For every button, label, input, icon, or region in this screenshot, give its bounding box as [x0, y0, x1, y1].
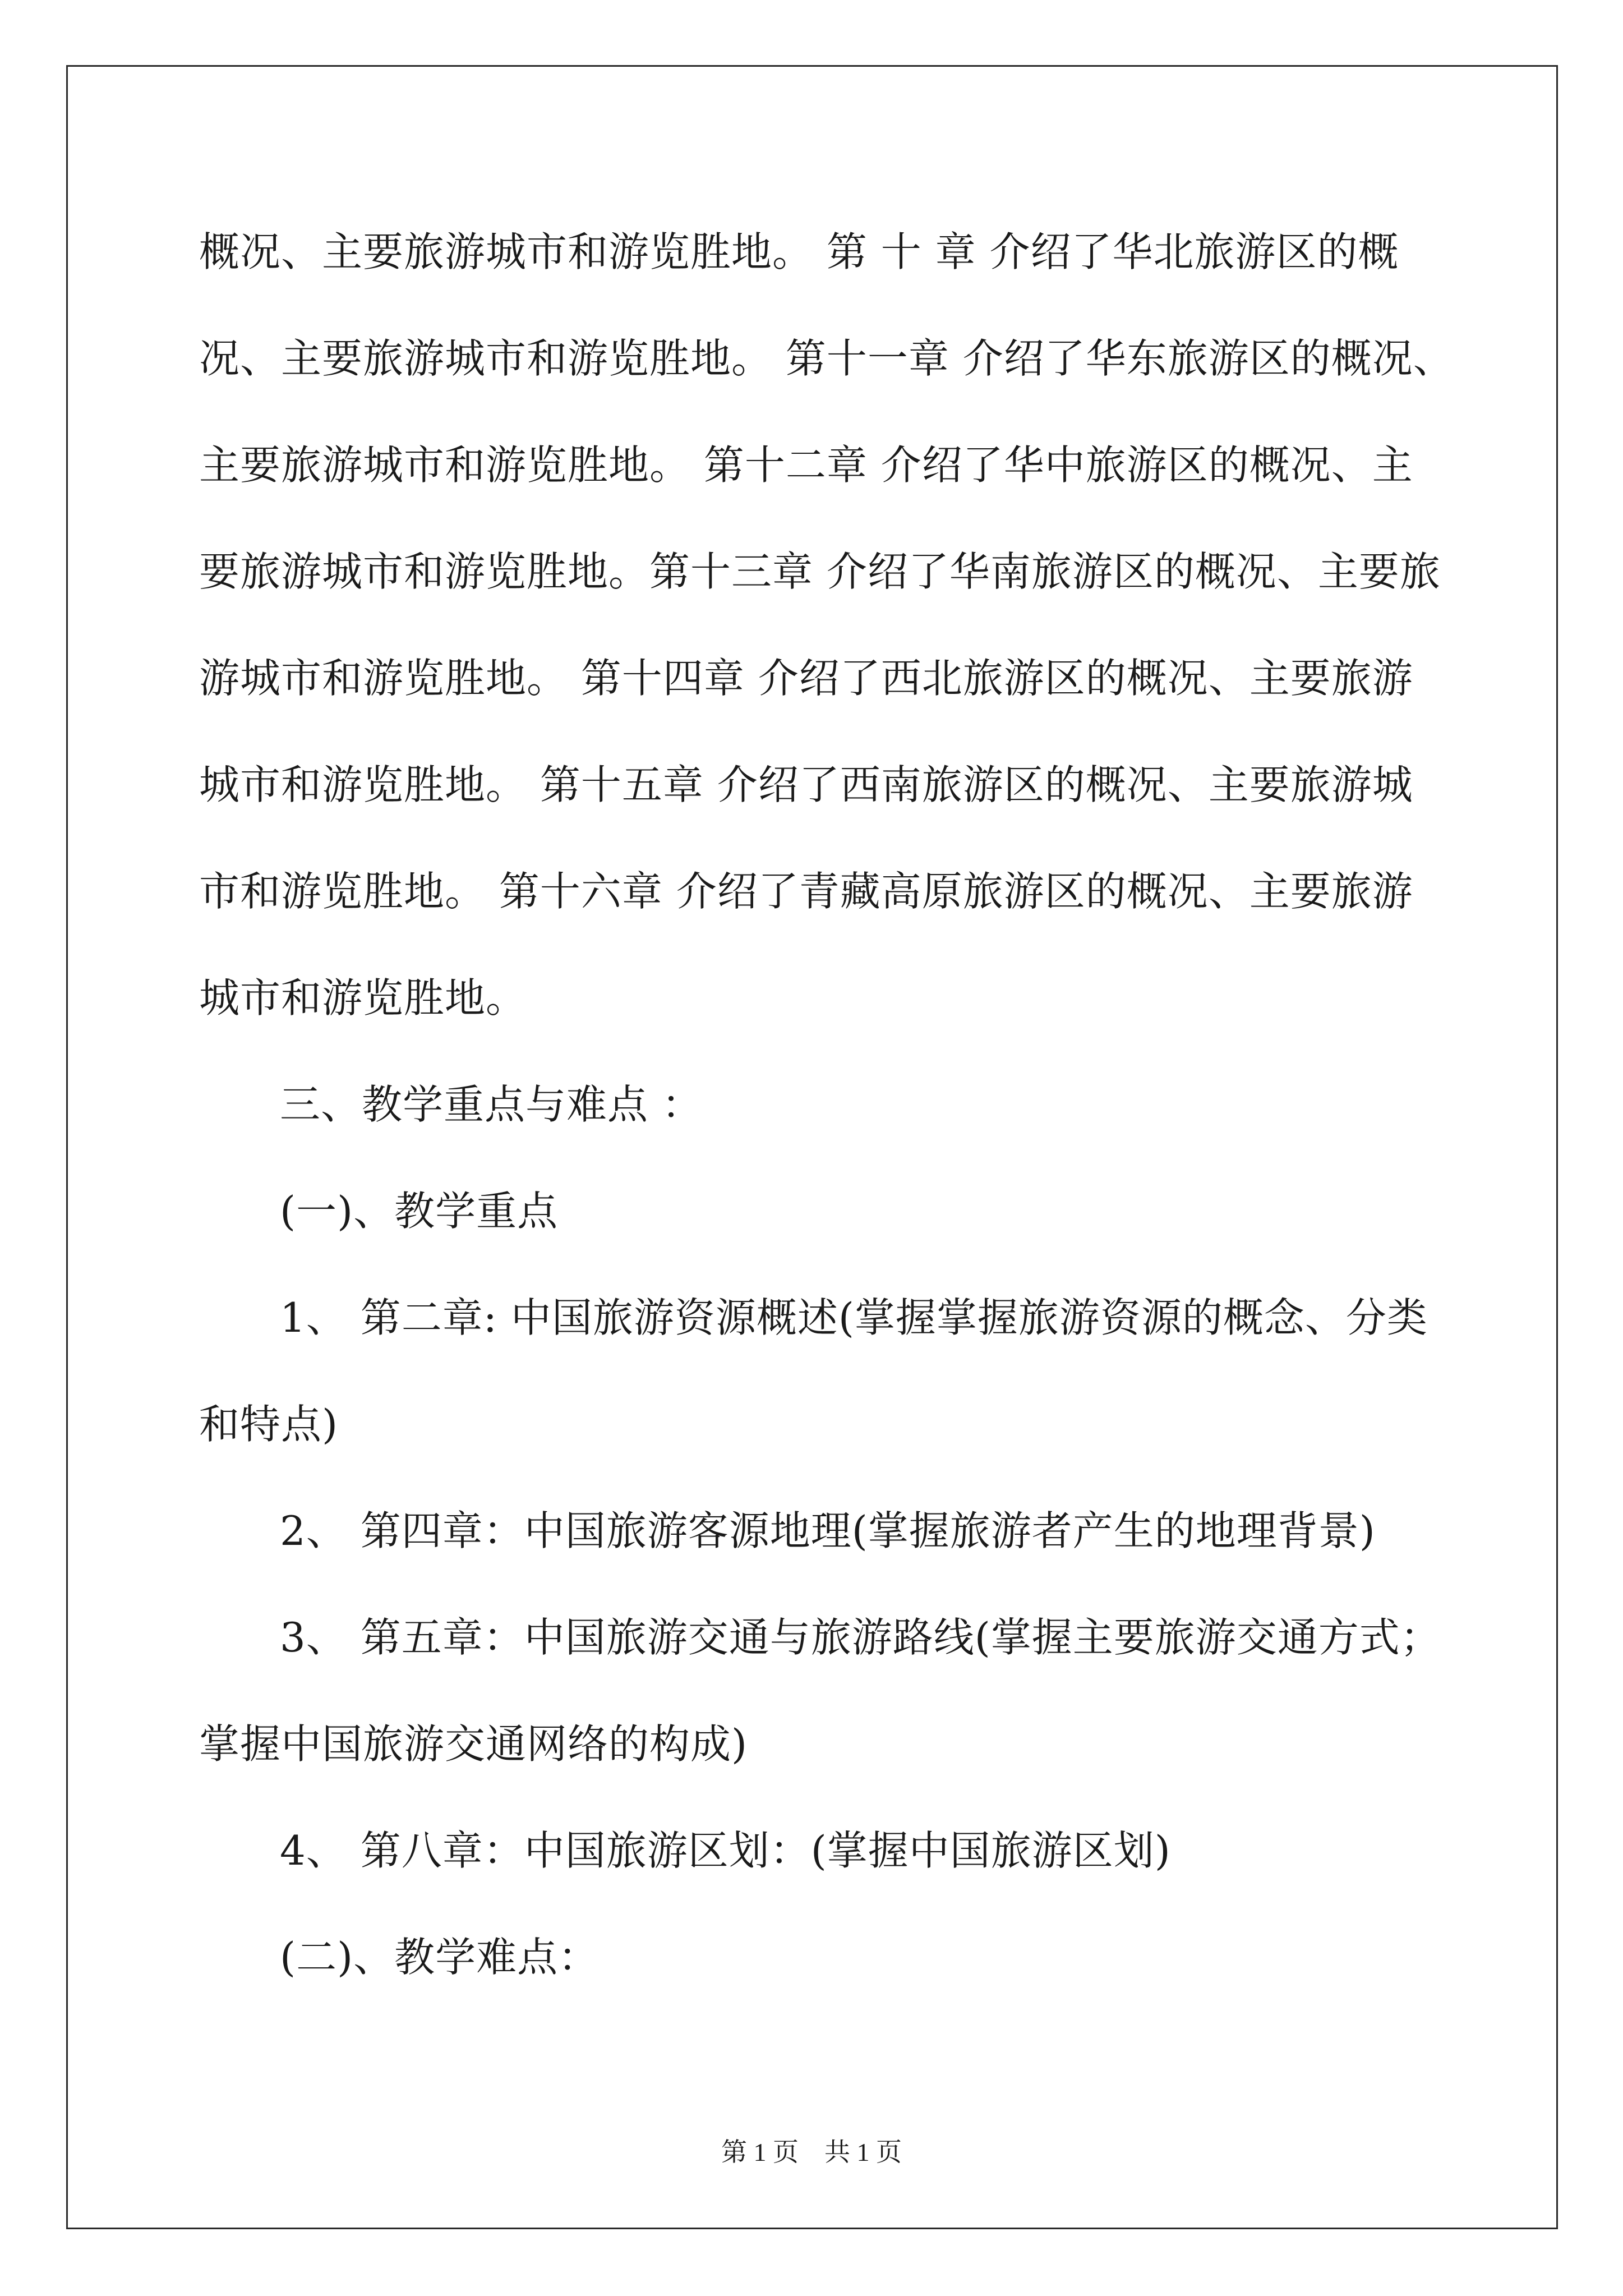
text-line: 要旅游城市和游览胜地。第十三章 介绍了华南旅游区的概况、主要旅	[199, 548, 1441, 595]
text-line: 主要旅游城市和游览胜地。 第十二章 介绍了华中旅游区的概况、主	[199, 441, 1413, 489]
text-line: 和特点)	[199, 1401, 339, 1448]
subsection-heading: (一)、教学重点	[280, 1188, 559, 1235]
text-line: 城市和游览胜地。 第十五章 介绍了西南旅游区的概况、主要旅游城	[199, 761, 1413, 808]
text-line: 市和游览胜地。 第十六章 介绍了青藏高原旅游区的概况、主要旅游	[199, 868, 1413, 915]
list-item: 2、 第四章：中国旅游客源地理(掌握旅游者产生的地理背景)	[280, 1507, 1376, 1554]
section-heading: 三、教学重点与难点 ：	[280, 1081, 703, 1128]
list-item: 4、 第八章：中国旅游区划：(掌握中国旅游区划)	[280, 1827, 1171, 1874]
list-item: 1、 第二章: 中国旅游资源概述(掌握掌握旅游资源的概念、分类	[280, 1294, 1428, 1341]
text-line: 掌握中国旅游交通网络的构成)	[199, 1720, 748, 1768]
subsection-heading: (二)、教学难点：	[280, 1934, 600, 1981]
list-item: 3、 第五章：中国旅游交通与旅游路线(掌握主要旅游交通方式；	[280, 1614, 1441, 1661]
page-footer: 第 1 页 共 1 页	[721, 2138, 902, 2166]
text-line: 概况、主要旅游城市和游览胜地。 第 十 章 介绍了华北旅游区的概	[199, 228, 1399, 275]
text-line: 游城市和游览胜地。 第十四章 介绍了西北旅游区的概况、主要旅游	[199, 655, 1413, 702]
text-line: 况、主要旅游城市和游览胜地。 第十一章 介绍了华东旅游区的概况、	[199, 335, 1454, 382]
document-body	[199, 215, 1454, 2027]
text-line: 城市和游览胜地。	[199, 974, 527, 1022]
